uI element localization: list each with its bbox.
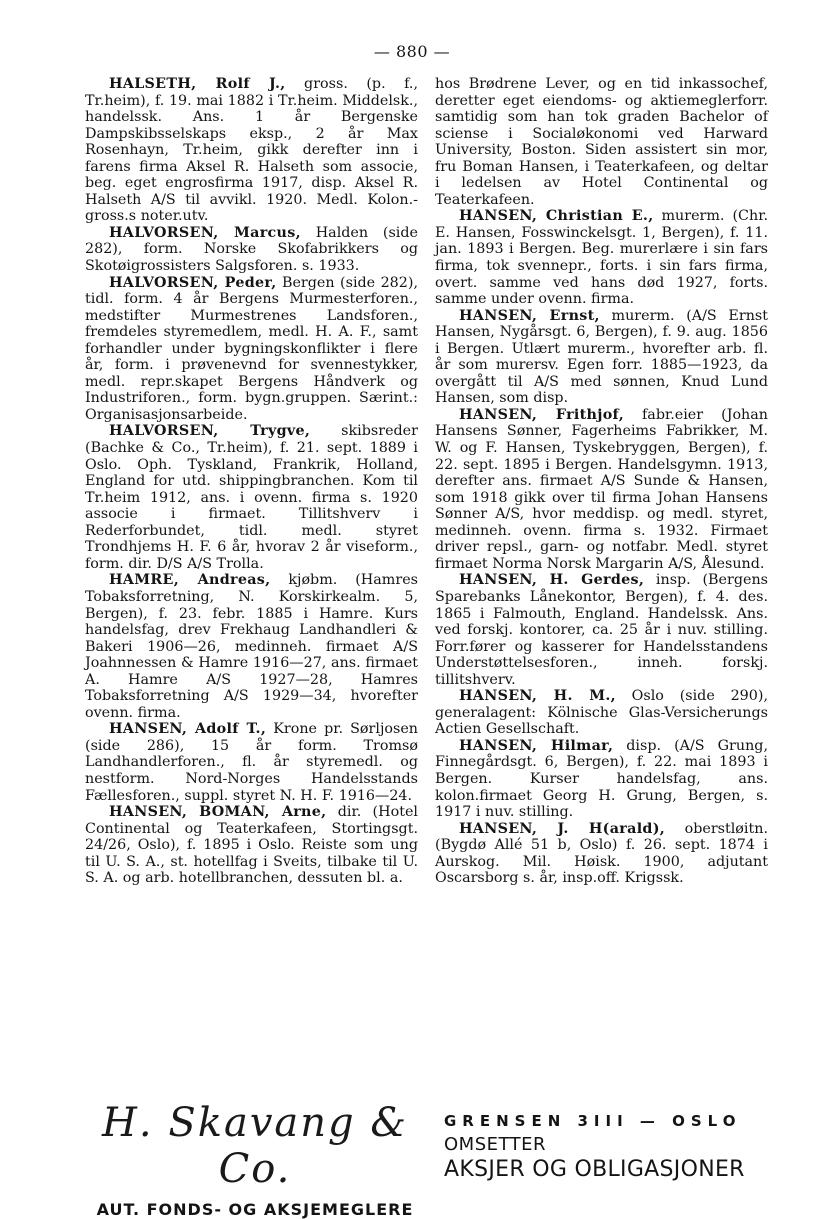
entry-name: HANSEN, H. M., (459, 688, 616, 705)
entry-text: oberstløitn. (Bygdø Allé 51 b, Oslo) f. 26. sept. 1874 i Aurskog. Mil. Høisk. 1900, adjutant Oscarsborg s. år, insp.off. Krigssk. (435, 820, 768, 887)
directory-entry (85, 76, 418, 225)
entry-name: HALVORSEN, Peder, (109, 274, 277, 291)
right-column (435, 76, 768, 887)
ad-line-omsetter: OMSETTER (444, 1134, 547, 1155)
directory-entry (435, 208, 768, 307)
left-column (85, 76, 418, 887)
entry-name: HAMRE, Andreas, (109, 572, 271, 589)
entry-name: HANSEN, Christian E., (459, 208, 654, 225)
ad-line-aksjer: AKSJER OG OBLIGASJONER (444, 1157, 745, 1182)
directory-entry (85, 423, 418, 572)
directory-entry (435, 308, 768, 407)
directory-entry (435, 572, 768, 688)
directory-entry (85, 275, 418, 424)
entry-name: HANSEN, J. H(arald), (459, 820, 666, 837)
entry-text: insp. (Bergens Sparebanks Lånekontor, Bergen), f. 4. des. 1865 i Falmouth, England. Handelssk. Ans. ved forskj. kontorer, ca. 25 år i nuv. stilling. Forr.fører og kasserer for Handelsstandens Understøttelsesforen., inneh. forskj. tillitshverv. (435, 572, 768, 688)
advertisement-skavang (85, 1100, 425, 1219)
entry-text: Krone pr. Sørljosen (side 286), 15 år form. Tromsø Landhandlerforen., fl. år styremedl. og nestform. Nord-Norges Handelsstands Fællesforen., suppl. styret N. H. F. 1916—24. (85, 721, 418, 804)
directory-entry (85, 572, 418, 721)
directory-entry (85, 721, 418, 804)
skavang-subtitle: AUT. FONDS- OG AKSJEMEGLERE (96, 1200, 414, 1219)
entry-text: murerm. (A/S Ernst Hansen, Nygårsgt. 6, Bergen), f. 9. aug. 1856 i Bergen. Utlært murerm., hvorefter arb. fl. år som murersv. Egen forr. 1885—1923, da overgått til A/S med sønnen, Knud Lund Hansen, som disp. (435, 307, 768, 407)
directory-entry (435, 821, 768, 887)
page-number: — 880 — (373, 42, 451, 61)
entry-name: HANSEN, H. Gerdes, (459, 572, 645, 589)
entry-text: kjøbm. (Hamres Tobaksforretning, N. Korskirkealm. 5, Bergen), f. 23. febr. 1885 i Hamre. Kurs handelsfag, drev Frekhaug Landhandleri & Bakeri 1906—26, medinneh. firmaet A/S Joahnnessen & Hamre 1916—27, ans. firmaet A. Hamre A/S 1927—28, Hamres Tobaksforretning A/S 1929—34, hvorefter ovenn. firma. (85, 572, 418, 721)
entry-text: skibsreder (Bachke & Co., Tr.heim), f. 21. sept. 1889 i Oslo. Oph. Tyskland, Frankrik, Holland, England for utd. shippingbranchen. Kom til Tr.heim 1912, ans. i ovenn. firma s. 1920 associe i firmaet. Tillitshverv i Rederforbundet, tidl. medl. styret Trondhjems H. F. 6 år, hvorav 2 år viseform., form. dir. D/S A/S Trolla. (85, 423, 418, 572)
entry-continuation: hos Brødrene Lever, og en tid inkassochef, deretter eget eiendoms- og aktiemeglerforr. samtidig som han tok graden Bachelor of sciense i Socialøkonomi ved Harward University, Boston. Siden assistert sin mor, fru Boman Hansen, i Teaterkafeen, og deltar i ledelsen av Hotel Continental og Teaterkafeen. (435, 76, 768, 208)
entry-name: HANSEN, Ernst, (459, 307, 600, 324)
directory-entry (85, 225, 418, 275)
entry-name: HANSEN, Frithjof, (459, 406, 624, 423)
entry-text: Halden (side 282), form. Norske Skofabrikkers og Skotøigrossisters Salgsforen. s. 1933. (85, 224, 418, 275)
entry-name: HALSETH, Rolf J., (109, 76, 286, 92)
entry-text: fabr.eier (Johan Hansens Sønner, Fagerheims Fabrikker, M. W. og F. Hansen, Tyskebryggen, Bergen), f. 22. sept. 1895 i Bergen. Handelsgymn. 1913, derefter ans. firmaet A/S Sunde & Hansen, som 1918 gikk over til firma Johan Hansens Sønner A/S, hvor meddisp. og medl. styret, medinneh. ovenn. firma s. 1932. Firmaet driver repsl., garn- og notfabr. Medl. styret firmaet Norma Norsk Margarin A/S, Ålesund. (435, 406, 768, 572)
entry-text: gross. (p. f., Tr.heim), f. 19. mai 1882 i Tr.heim. Middelsk., handelssk. Ans. 1 år Bergenske Dampskibsselskaps eksp., 2 år Max Rosenhayn, Tr.heim, gikk derefter inn i farens firma Aksel R. Halseth som associe, beg. eget engrosfirma 1917, disp. Aksel R. Halseth A/S til avvikl. 1920. Medl. Kolon.-gross.s noter.utv. (85, 76, 418, 225)
entry-name: HANSEN, Adolf T., (109, 721, 267, 738)
directory-entry (435, 407, 768, 572)
entry-name: HALVORSEN, Marcus, (109, 224, 301, 241)
entry-text: dir. (Hotel Continental og Teaterkafeen, Stortingsgt. 24/26, Oslo), f. 1895 i Oslo. Reiste som ung til U. S. A., st. hotellfag i Sveits, tilbake til U. S. A. og arb. hotellbranchen, dessuten bl. a. (85, 804, 418, 887)
entry-name: HANSEN, Hilmar, (459, 737, 614, 754)
entry-text: Oslo (side 290), generalagent: Kölnische Glas-Versicherungs Actien Gesellschaft. (435, 688, 768, 738)
entry-name: HALVORSEN, Trygve, (109, 423, 311, 440)
skavang-logo: H. Skavang & Co. (102, 1100, 408, 1192)
directory-entry (435, 738, 768, 821)
entry-text: disp. (A/S Grung, Finnegårdsgt. 6, Bergen), f. 22. mai 1893 i Bergen. Kurser handelsfag, ans. kolon.firmaet Georg H. Grung, Bergen, s. 1917 i nuv. stilling. (435, 737, 768, 821)
directory-entry (85, 804, 418, 887)
directory-entry (435, 688, 768, 738)
entry-name: HANSEN, BOMAN, Arne, (109, 804, 327, 821)
entry-text: murerm. (Chr. E. Hansen, Fosswinckelsgt. 1, Bergen), f. 11. jan. 1893 i Bergen. Beg. murerlære i sin fars firma, tok svennepr., forts. i sin fars firma, overt. samme ved hans død 1927, forts. samme under ovenn. firma. (435, 208, 769, 308)
ad-address: GRENSEN 3III — OSLO (444, 1112, 742, 1130)
entry-text: Bergen (side 282), tidl. form. 4 år Bergens Murmesterforen., medstifter Murmestrenes Landsforen., fremdeles styremedlem, medl. H. A. F., samt forhandler under bygningskonflikter i flere år, form. i prøvenevnd for svennestykker, medl. repr.skapet Bergens Håndverk og Industriforen., form. bygn.gruppen. Særint.: Organisasjonsarbeide. (85, 274, 418, 423)
advertisement-grensen (444, 1112, 774, 1182)
